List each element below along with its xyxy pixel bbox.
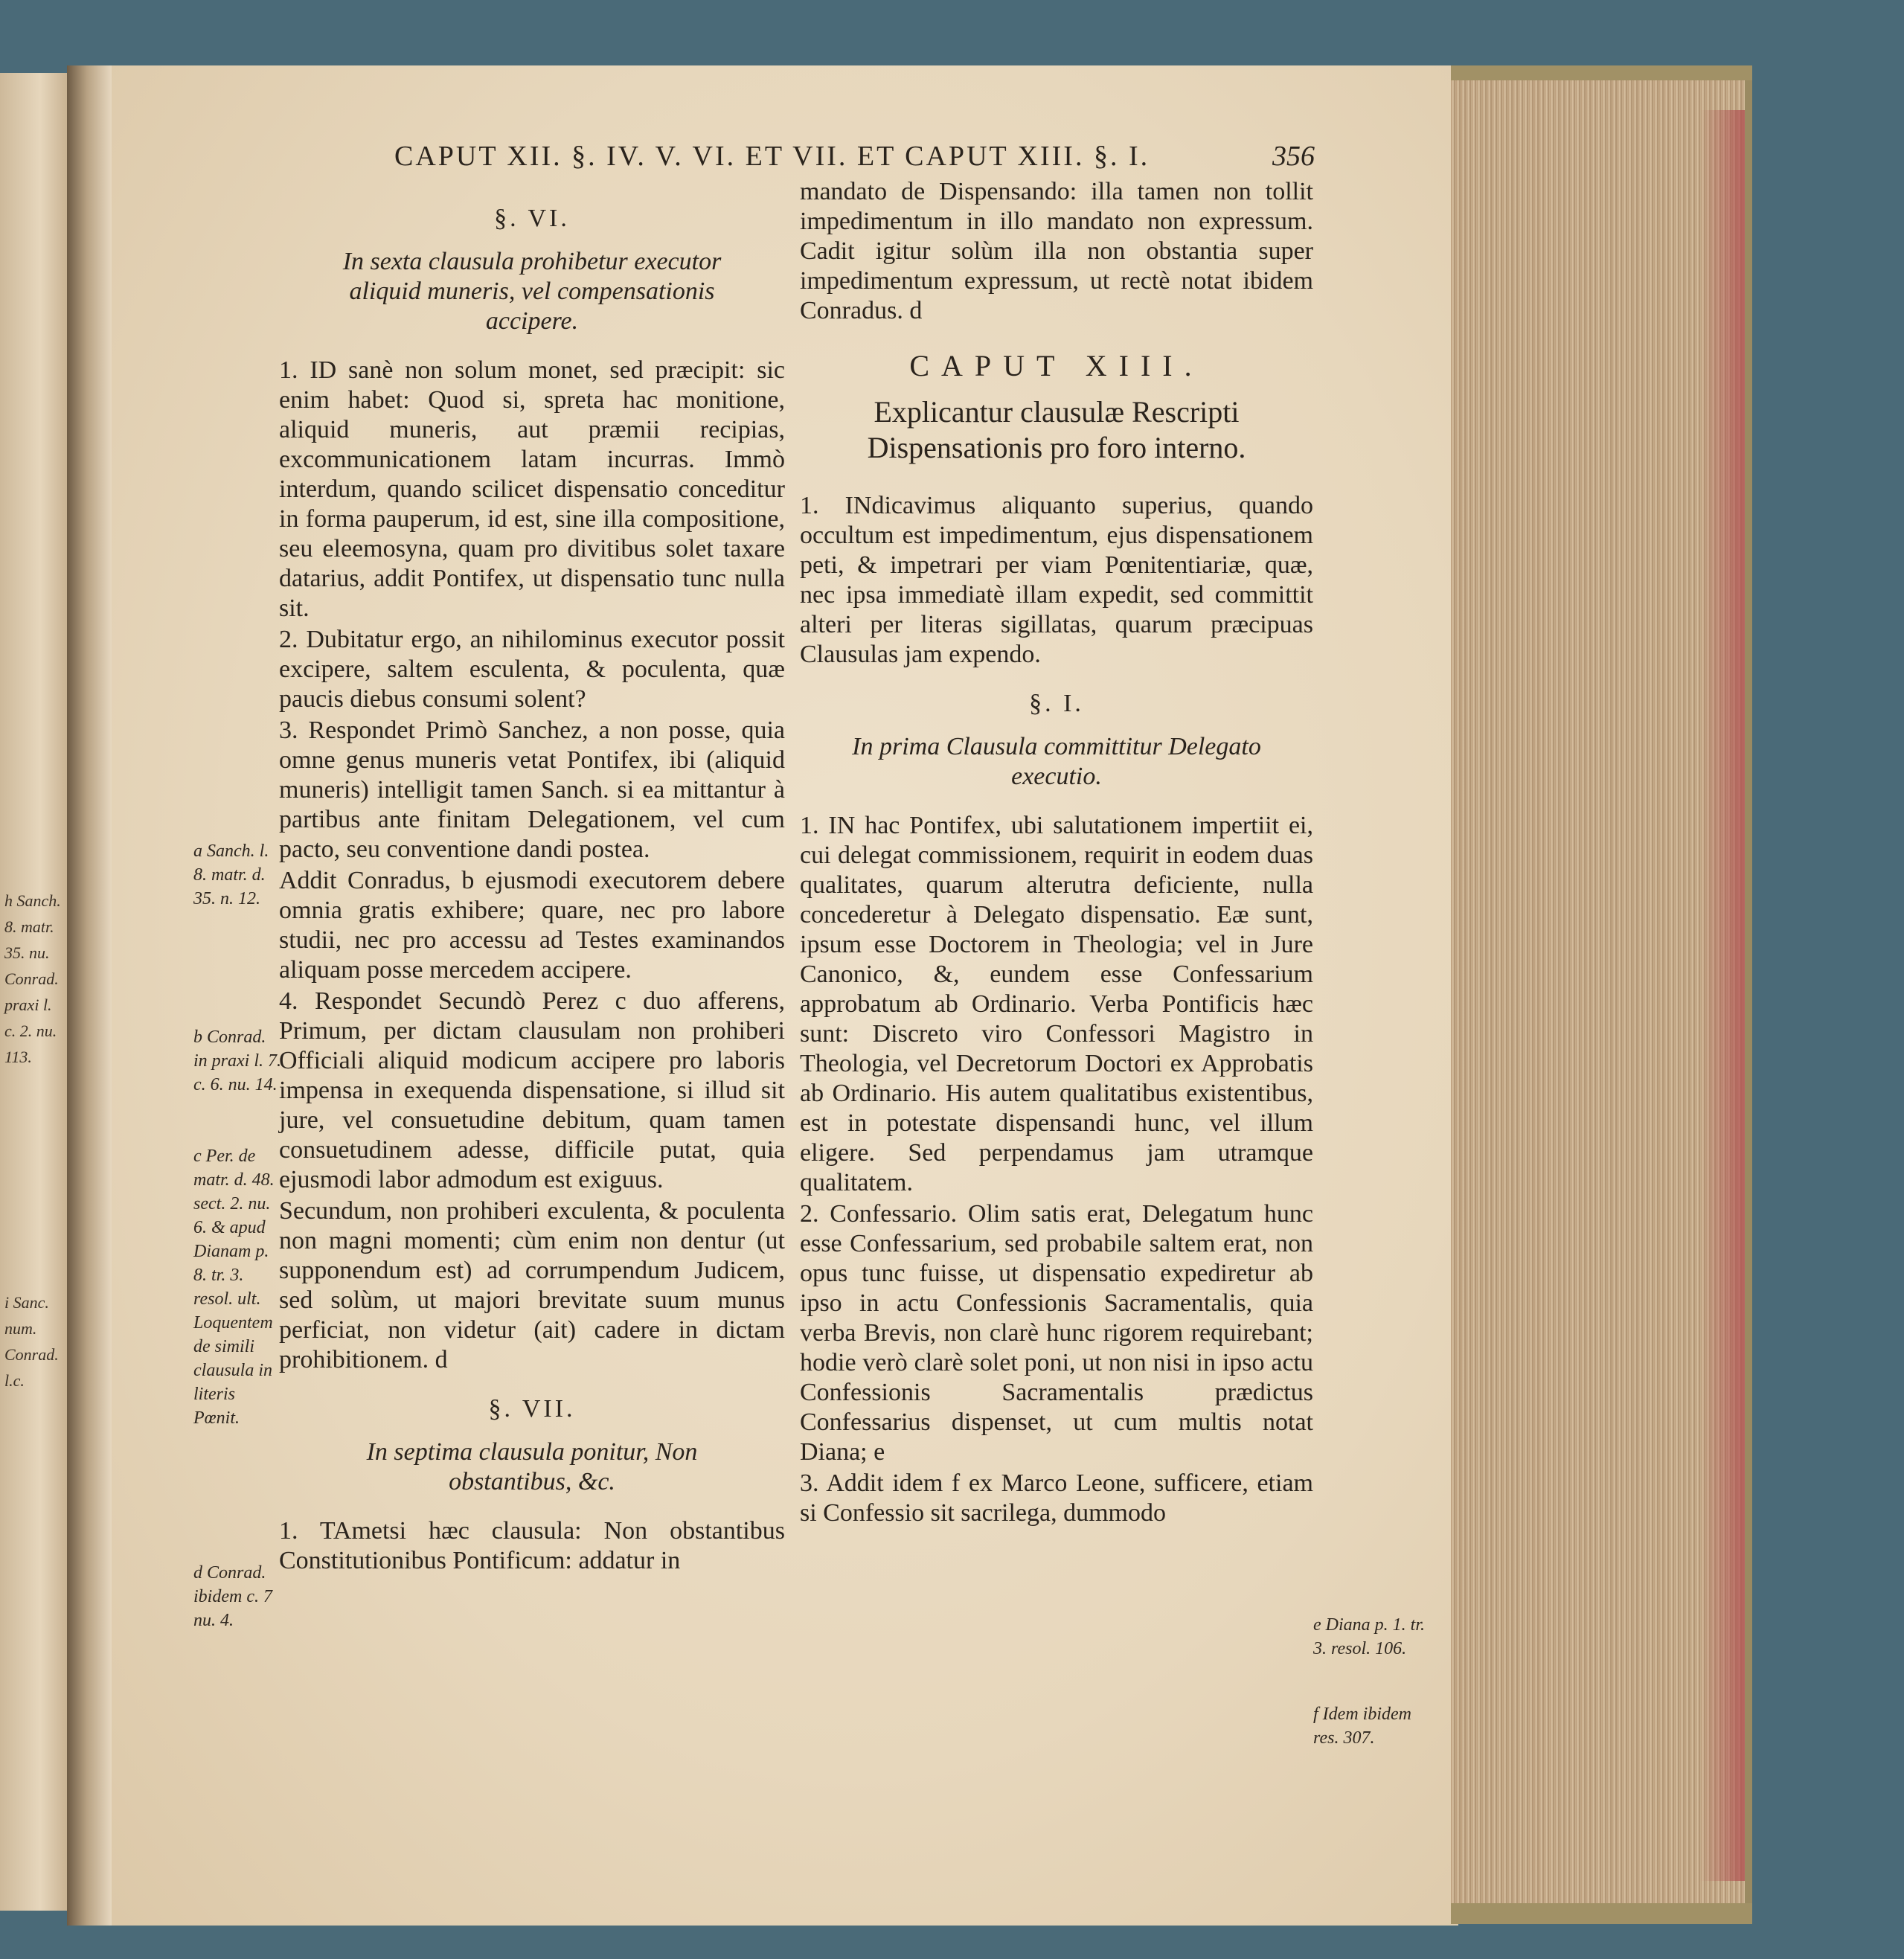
right-column (800, 177, 1313, 1530)
margin-note: c Per. de matr. d. 48. sect. 2. nu. 6. & apud Dianam p. 8. tr. 3. resol. ult. Loquentem de simili clausula in literis Pœnit. (193, 1147, 275, 1428)
margin-note: e Diana p. 1. tr. 3. resol. 106. (1313, 1615, 1425, 1658)
section-summary: In prima Clausula committitur Delegato executio. (852, 733, 1261, 790)
paragraph: 2. Dubitatur ergo, an nihilominus executor possit excipere, saltem esculenta, & poculenta, quæ paucis diebus consumi solent? (279, 626, 785, 713)
paragraph: Addit Conradus, b ejusmodi executorem debere omnia gratis exhibere; quare, nec pro labore studii, nec pro accessu ad Testes examinandos aliquam posse mercedem accipere. (279, 867, 785, 984)
leaf-fragment: praxi l. (4, 995, 52, 1014)
margin-note: b Conrad. in praxi l. 7. c. 6. nu. 14. (193, 1027, 281, 1094)
margin-note: f Idem ibidem res. 307. (1313, 1705, 1411, 1748)
leaf-fragment: h Sanch. (4, 891, 61, 910)
leaf-fragment: Conrad. (4, 969, 59, 988)
leaf-fragment: 35. nu. (4, 943, 50, 962)
leaf-fragment: c. 2. nu. (4, 1022, 57, 1040)
paragraph: 3. Respondet Primò Sanchez, a non posse, quia omne genus muneris vetat Pontifex, ibi (aliquid muneris) intelligit tamen Sanch. si ea mittantur à partibus ante finitam Delegationem, vel cum pacto, seu conventione dandi postea. (279, 716, 785, 863)
leaf-fragment: 113. (4, 1048, 32, 1066)
leaf-fragment: num. (4, 1319, 37, 1338)
book-gutter (67, 65, 112, 1926)
paragraph: 2. Confessario. Olim satis erat, Delegatum hunc esse Confessarium, sed probabile saltem erat, non opus tunc fuisse, ut dispensatio expediretur ab ipso in actu Confessionis Sacramentalis, quia verba Brevis, non clarè hunc rigorem requirebant; hodie verò clarè solet poni, ut non nisi in ipso actu Confessionis Sacramentalis prædictus Confessarius dispenset, ut cum multis notat Diana; e (800, 1200, 1313, 1466)
cover-edge-bottom (1451, 1903, 1752, 1924)
paragraph: 1. ID sanè non solum monet, sed præcipit: sic enim habet: Quod si, spreta hac monitione, aliquid muneris, aut præmii recipias, excommunicationem latam incurras. Immò interdum, quando scilicet dispensatio conceditur in forma pauperum, id est, sine illa compositione, seu eleemosyna, quam pro divitibus solet taxare datarius, addit Pontifex, ut dispensatio tunc nulla sit. (279, 356, 785, 622)
leaf-fragment: l.c. (4, 1371, 25, 1390)
section-title: §. VI. (494, 205, 570, 232)
leaf-fragment: Conrad. (4, 1345, 59, 1364)
left-column (279, 185, 785, 1577)
margin-note: a Sanch. l. 8. matr. d. 35. n. 12. (193, 841, 269, 908)
left-page-edge (0, 73, 68, 1911)
leaf-fragment: i Sanc. (4, 1293, 49, 1312)
paragraph: 4. Respondet Secundò Perez c duo afferens, Primum, per dictam clausulam non prohiberi Officiali aliquid modicum accipere pro laboris impensa in exequenda dispensatione, si illud sit jure, vel consuetudine debitum, quam tamen consuetudinem adesse, difficile putat, quia ejusmodi labor admodum est exiguus. (279, 987, 785, 1193)
section-summary: In sexta clausula prohibetur executor aliquid muneris, vel compensationis accipere. (342, 248, 722, 335)
paragraph: mandato de Dispensando: illa tamen non tollit impedimentum in illo mandato non expressum. Cadit igitur solùm illa non obstantia super impedimentum expressum, ut rectè notat ibidem Conradus. d (800, 178, 1313, 324)
running-head: CAPUT XII. §. IV. V. VI. ET VII. ET CAPUT XIII. §. I. (394, 141, 1150, 172)
paragraph: Secundum, non prohiberi exculenta, & poculenta non magni momenti; cùm enim non dentur (ut supponendum est) ad corrumpendum Judicem, sed solùm, ut majori brevitate suum munus perficiat, non videtur (ait) cadere in dictam prohibitionem. d (279, 1197, 785, 1373)
page-block-edges (1451, 80, 1752, 1911)
paragraph: 1. INdicavimus aliquanto superius, quando occultum est impedimentum, ejus dispensationem peti, & impetrari per viam Pœnitentiariæ, quæ, nec ipsa immediatè illam expedit, sed committit alteri per literas sigillatas, quarum præcipuas Clausulas jam expendo. (800, 492, 1313, 668)
margin-note: d Conrad. ibidem c. 7 nu. 4. (193, 1563, 272, 1630)
section-summary: In septima clausula ponitur, Non obstantibus, &c. (366, 1438, 698, 1495)
section-title: §. VII. (488, 1395, 576, 1423)
paragraph: 1. TAmetsi hæc clausula: Non obstantibus Constitutionibus Pontificum: addatur in (279, 1517, 785, 1574)
chapter-title: CAPUT XIII. (909, 349, 1204, 382)
page (112, 65, 1458, 1926)
paragraph: 1. IN hac Pontifex, ubi salutationem impertiit ei, cui delegat commissionem, requirit in eodem duas qualitates, quarum alterutra deficiente, nulla concederetur à Delegato dispensatio. Eæ sunt, ipsum esse Doctorem in Theologia; vel in Jure Canonico, &, eundem esse Confessarium approbatum ab Ordinario. Verba Pontificis hæc sunt: Discreto viro Confessori Magistro in Theologia, vel Decretorum Doctori ex Approbatis ab Ordinario. His autem qualitatibus existentibus, est in potestate dispensandi hunc, vel illum eligere. Sed perpendamus jam utramque qualitatem. (800, 812, 1313, 1196)
book-scan (0, 65, 1745, 1926)
page-number: 356 (1272, 141, 1315, 172)
chapter-heading: Explicantur clausulæ Rescripti Dispensationis pro foro interno. (867, 395, 1246, 464)
section-title: §. I. (1029, 690, 1084, 717)
paragraph: 3. Addit idem f ex Marco Leone, sufficere, etiam si Confessio sit sacrilega, dummodo (800, 1469, 1313, 1527)
leaf-fragment: 8. matr. (4, 917, 54, 936)
